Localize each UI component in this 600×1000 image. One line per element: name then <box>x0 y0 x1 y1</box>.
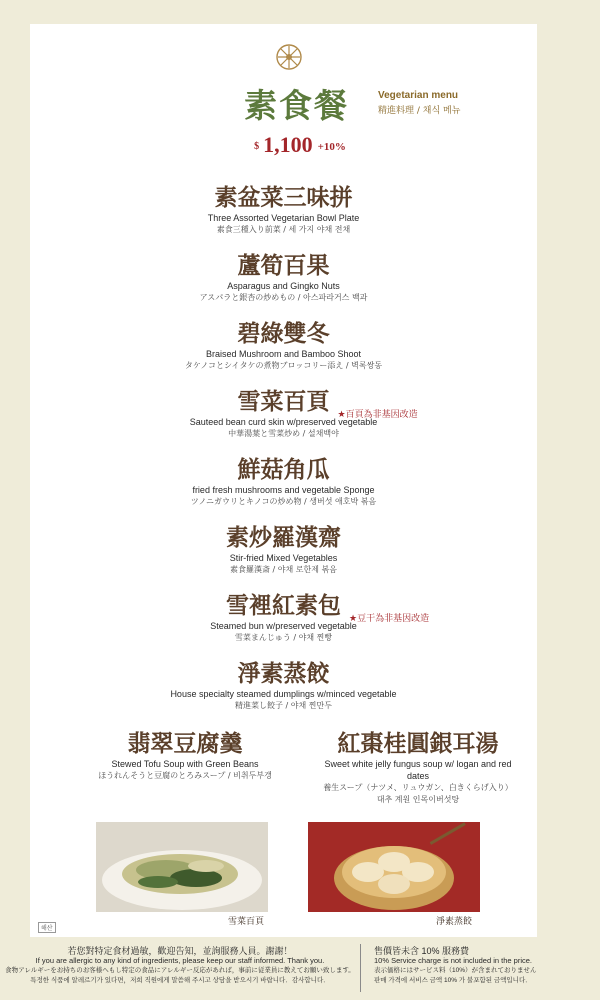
dish-name-zh: 翡翠豆腐羹 <box>127 730 243 757</box>
photo-caption: 雪菜百頁 <box>228 917 265 927</box>
menu-title-sub: 精進料理 / 채식 메뉴 <box>378 106 461 116</box>
photo-bean-curd-skin <box>96 822 268 912</box>
footer <box>0 940 600 1000</box>
dish-name-zh: 鮮菇角瓜 <box>237 456 330 483</box>
lotus-logo-icon <box>276 44 302 70</box>
menu-title-en: Vegetarian menu <box>378 90 459 101</box>
dish-name-zh: 素炒羅漢齋 <box>226 524 341 551</box>
dish-name-en: Stir-fried Mixed Vegetables <box>229 553 338 563</box>
dish-name-jp-kr: アスパラと銀杏の炒めもの / 아스파라거스 백과 <box>199 293 368 302</box>
dish-item <box>30 320 537 372</box>
dish-name-en: Sweet white jelly fungus soup w/ logan and red dates <box>324 759 512 781</box>
menu-title: 素食餐 <box>244 86 349 125</box>
dish-name-zh <box>237 388 418 420</box>
dish-item <box>30 456 537 508</box>
service-charge-zh: 售價皆未含 10% 服務費 <box>374 946 470 956</box>
service-charge-kr: 판매 가격에 서비스 금액 10% 가 불포함된 금액입니다． <box>374 977 532 984</box>
dish-name-zh: 蘆筍百果 <box>237 252 330 279</box>
dish-name-kr: 대추 계원 인목이버섯탕 <box>376 795 460 804</box>
dish-name-en: fried fresh mushrooms and vegetable Sponge <box>192 485 375 495</box>
allergy-notice <box>0 946 360 986</box>
dish-name-jp-kr: ほうれんそうと豆腐のとろみスープ / 비취두부갱 <box>98 771 272 780</box>
dish-name-jp-kr: 素食羅漢斎 / 야채 로한제 볶음 <box>230 565 337 574</box>
dish-name-jp-kr: ツノニガウリとキノコの炒め物 / 생버섯 애호박 볶음 <box>190 497 377 506</box>
dish-item <box>30 524 537 576</box>
allergy-notice-en: If you are allergic to any kind of ingredients, please keep our staff informed. Thank you. <box>35 956 325 965</box>
set-price <box>0 132 600 158</box>
dish-item <box>30 252 537 304</box>
dish-item <box>318 730 518 806</box>
service-charge-en: 10% Service charge is not included in the price. <box>374 956 533 965</box>
dish-name-zh: 素盆菜三味拼 <box>214 184 353 211</box>
dish-name-en: Asparagus and Gingko Nuts <box>227 281 340 291</box>
dish-name-zh: 紅棗桂圓銀耳湯 <box>337 730 499 757</box>
allergy-notice-zh: 若您對特定食材過敏，歡迎告知，並詢服務人員。謝謝！ <box>67 946 293 956</box>
allergy-notice-kr: 특정한 식품에 알레르기가 있다면，저희 직원에게 말씀해 주시고 상담을 받으시기 바랍니다．감사합니다． <box>30 977 330 984</box>
dish-name-zh-text: 雪菜百頁 <box>237 388 330 415</box>
dish-item <box>30 388 537 440</box>
dish-name-jp-kr: 雪菜まんじゅう / 야채 찐빵 <box>234 633 333 642</box>
dish-item <box>90 730 280 782</box>
price-service: +10% <box>317 141 346 153</box>
gmo-note: ★百頁為非基因改造 <box>337 410 418 420</box>
service-charge-jp: 表示価格にはサービス料（10%）が含まれておりません <box>374 967 537 974</box>
service-charge-notice <box>374 946 596 986</box>
dish-item <box>30 660 537 712</box>
dish-name-en: House specialty steamed dumplings w/minced vegetable <box>170 689 397 699</box>
dish-name-zh: 淨素蒸餃 <box>237 660 330 687</box>
dish-item <box>30 592 537 644</box>
dish-name-jp-kr: 中華湯葉と雪菜炒め / 설채백야 <box>228 429 339 438</box>
photo-steamed-dumplings <box>308 822 480 912</box>
dish-name-zh <box>226 592 430 624</box>
dish-name-jp: 養生スープ（ナツメ、リュウガン、白きくらげ入り） <box>323 783 513 792</box>
gmo-note: ★豆干為非基因改造 <box>349 614 430 624</box>
dish-item <box>30 184 537 236</box>
dish-name-en: Stewed Tofu Soup with Green Beans <box>111 759 259 769</box>
price-amount: 1,100 <box>263 132 313 157</box>
price-currency: $ <box>254 141 260 152</box>
dish-name-en: Three Assorted Vegetarian Bowl Plate <box>207 213 360 223</box>
dish-name-zh-text: 雪裡紅素包 <box>226 592 341 619</box>
dish-name-en: Sauteed bean curd skin w/preserved vegetable <box>189 417 378 427</box>
dish-name-zh: 碧綠雙冬 <box>237 320 330 347</box>
dish-name-jp-kr: 素食三種入り前菜 / 세 가지 야채 전채 <box>216 225 351 234</box>
dish-name-en: Steamed bun w/preserved vegetable <box>210 621 357 631</box>
allergy-notice-jp: 食物アレルギーをお持ちのお客様へもし特定の食品にアレルギー反応があれば，事前に従業員に教えてお願い致します。 <box>5 967 355 974</box>
photo-caption: 淨素蒸餃 <box>436 917 473 927</box>
dish-name-jp-kr: タケノコとシイタケの煮物ブロッコリー添え / 벽록쌍동 <box>184 361 383 370</box>
footer-divider <box>360 944 361 992</box>
dish-name-en: Braised Mushroom and Bamboo Shoot <box>205 349 362 359</box>
small-tag: 해산 <box>38 922 56 933</box>
dish-name-jp-kr: 精進菜し餃子 / 야채 찐만두 <box>235 701 332 710</box>
